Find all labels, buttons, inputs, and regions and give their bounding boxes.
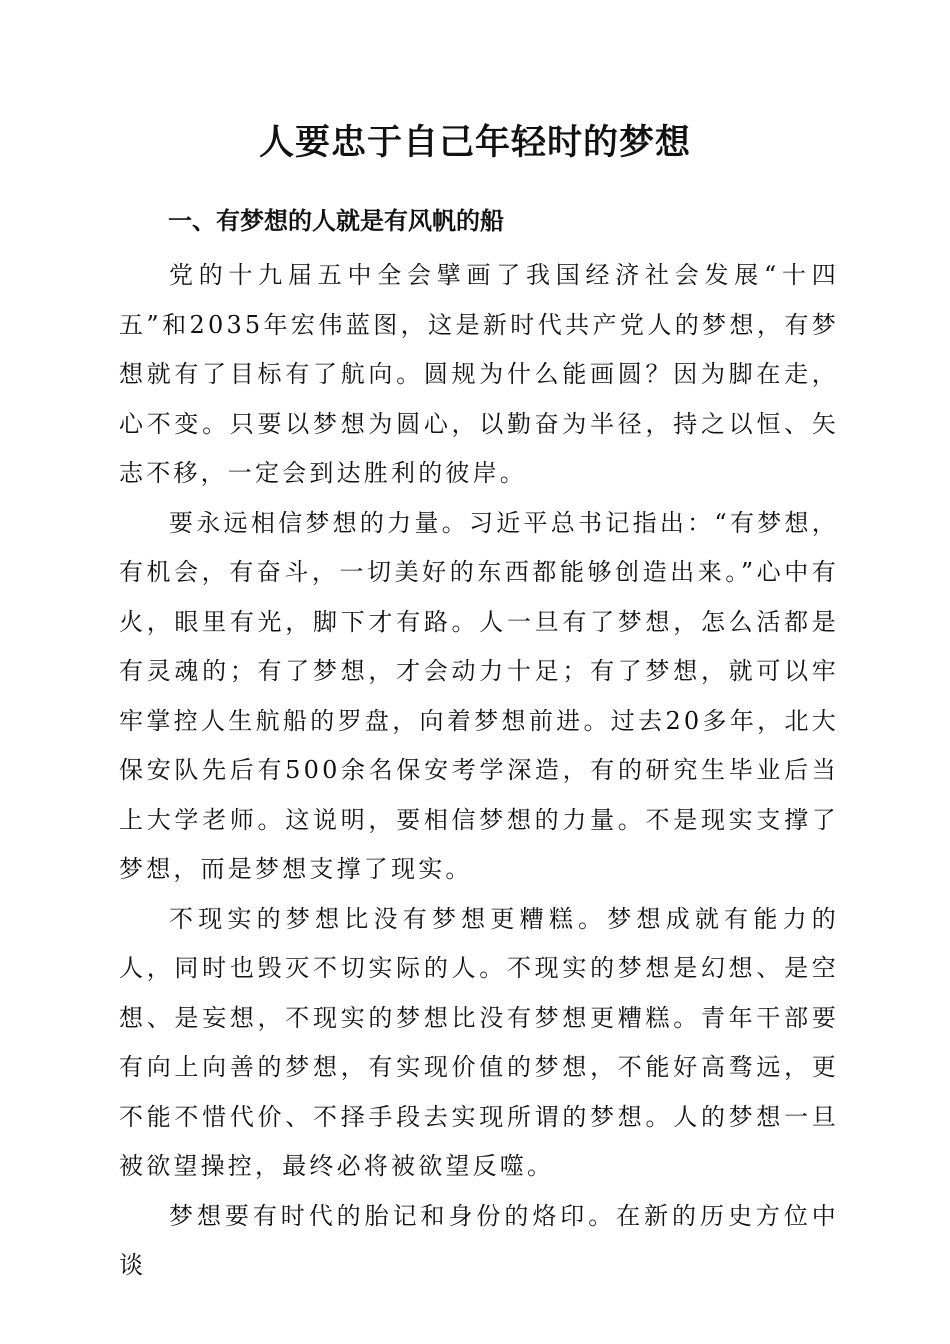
paragraph: 梦想要有时代的胎记和身份的烙印。在新的历史方位中谈 — [119, 1201, 839, 1279]
document-body — [119, 251, 839, 1291]
paragraph: 不现实的梦想比没有梦想更糟糕。梦想成就有能力的人，同时也毁灭不切实际的人。不现实的梦想是幻想、是空想、是妄想，不现实的梦想比没有梦想更糟糕。青年干部要有向上向善的梦想，有实现价值的梦想，不能好高骛远，更不能不惜代价、不择手段去实现所谓的梦想。人的梦想一旦被欲望操控，最终必将被欲望反噬。 — [119, 904, 839, 1180]
paragraph: 要永远相信梦想的力量。习近平总书记指出：“有梦想，有机会，有奋斗，一切美好的东西都能够创造出来。”心中有火，眼里有光，脚下才有路。人一旦有了梦想，怎么活都是有灵魂的；有了梦想，才会动力十足；有了梦想，就可以牢牢掌控人生航船的罗盘，向着梦想前进。过去20多年，北大保安队先后有500余名保安考学深造，有的研究生毕业后当上大学老师。这说明，要相信梦想的力量。不是现实支撑了梦想，而是梦想支撑了现实。 — [119, 508, 839, 883]
document-title: 人要忠于自己年轻时的梦想 — [258, 123, 691, 163]
section-heading: 一、有梦想的人就是有风帆的船 — [168, 207, 504, 235]
paragraph: 党的十九届五中全会擘画了我国经济社会发展“十四五”和2035年宏伟蓝图，这是新时代共产党人的梦想，有梦想就有了目标有了航向。圆规为什么能画圆？因为脚在走，心不变。只要以梦想为圆心，以勤奋为半径，持之以恒、矢志不移，一定会到达胜利的彼岸。 — [119, 261, 839, 487]
